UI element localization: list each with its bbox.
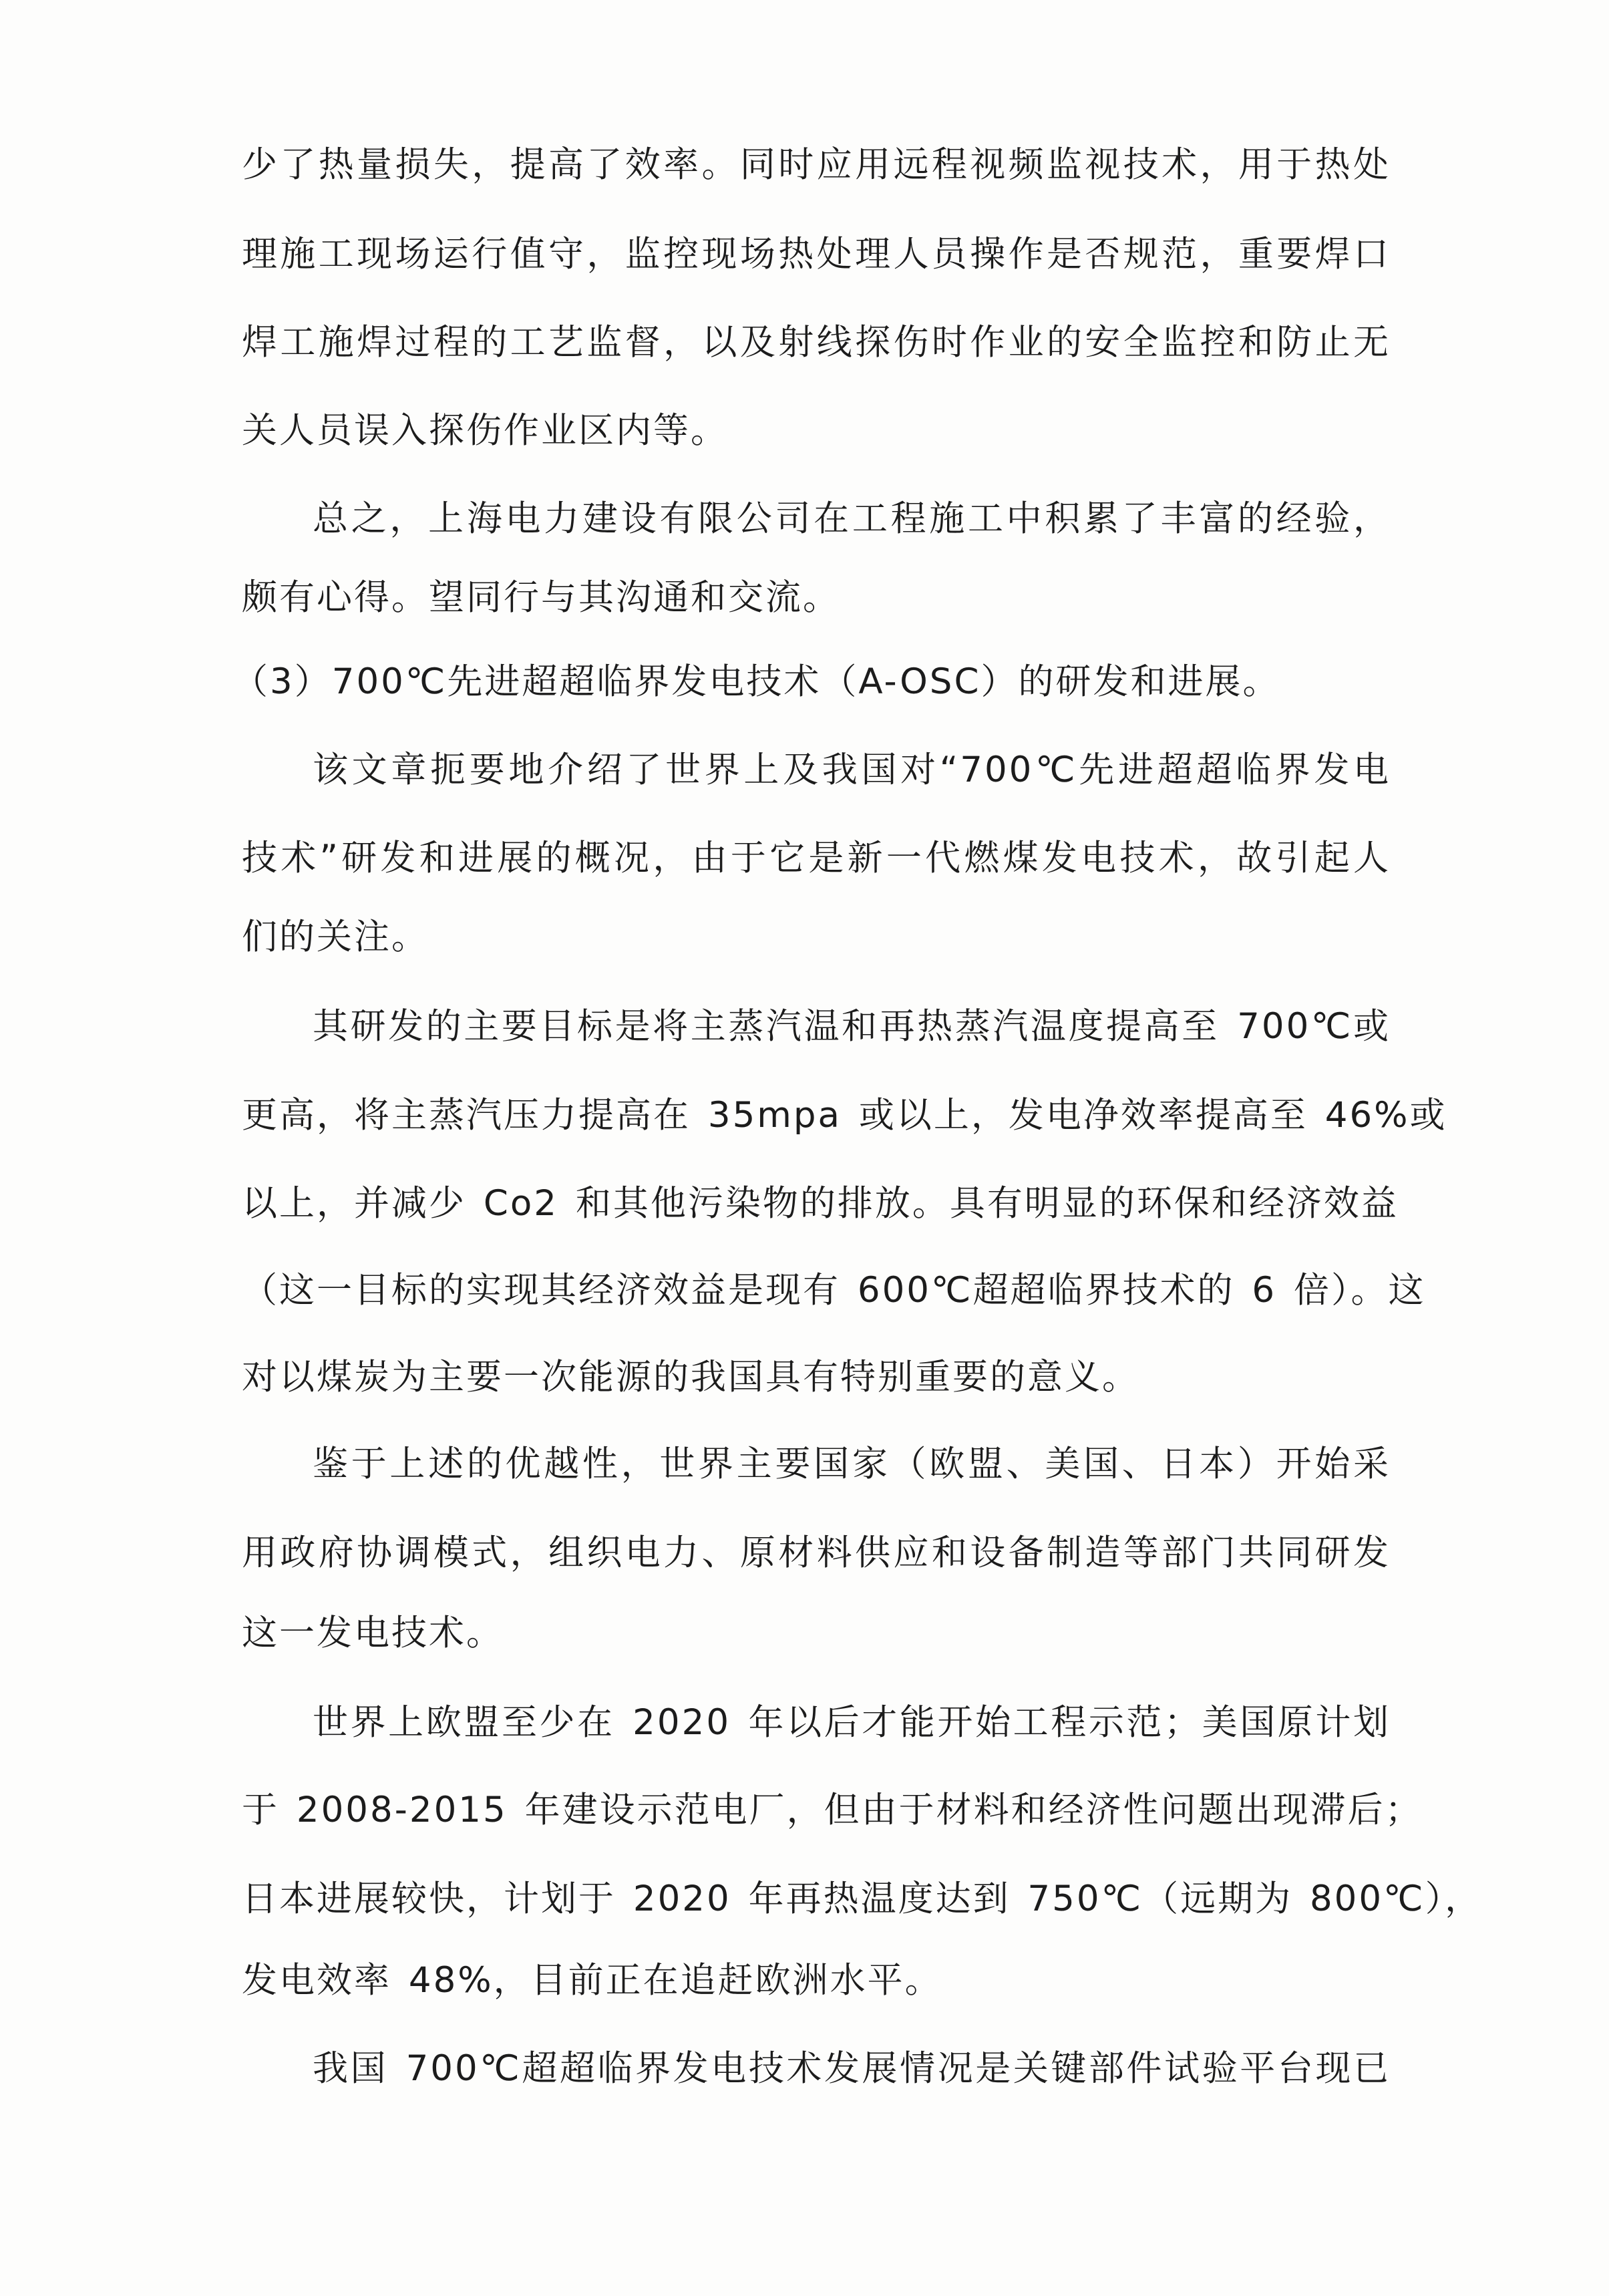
paragraph-4-line-1: 该文章扼要地介绍了世界上及我国对“700℃先进超超临界发电 [313, 750, 1391, 790]
paragraph-1-line-2: 理施工现场运行值守，监控现场热处理人员操作是否规范，重要焊口 [242, 234, 1391, 275]
paragraph-6-line-1: 鉴于上述的优越性，世界主要国家（欧盟、美国、日本）开始采 [313, 1444, 1391, 1484]
paragraph-2-line-2: 颇有心得。望同行与其沟通和交流。 [242, 577, 840, 618]
paragraph-1-line-4: 关人员误入探伤作业区内等。 [242, 410, 728, 451]
paragraph-7-line-4: 发电效率 48%，目前正在追赶欧洲水平。 [242, 1960, 942, 2001]
paragraph-7-line-3: 日本进展较快，计划于 2020 年再热温度达到 750℃（远期为 800℃）， [242, 1878, 1483, 1919]
paragraph-5-line-2: 更高，将主蒸汽压力提高在 35mpa 或以上，发电净效率提高至 46%或 [242, 1095, 1447, 1136]
paragraph-2-line-1: 总之，上海电力建设有限公司在工程施工中积累了丰富的经验， [313, 498, 1391, 539]
paragraph-7-line-2: 于 2008-2015 年建设示范电厂，但由于材料和经济性问题出现滞后； [242, 1790, 1423, 1830]
paragraph-5-line-1: 其研发的主要目标是将主蒸汽温和再热蒸汽温度提高至 700℃或 [313, 1006, 1391, 1047]
paragraph-6-line-3: 这一发电技术。 [242, 1613, 504, 1653]
paragraph-5-line-5: 对以煤炭为主要一次能源的我国具有特别重要的意义。 [242, 1357, 1139, 1398]
paragraph-1-line-1: 少了热量损失，提高了效率。同时应用远程视频监视技术，用于热处 [242, 144, 1391, 185]
paragraph-5-line-3: 以上，并减少 Co2 和其他污染物的排放。具有明显的环保和经济效益 [242, 1183, 1399, 1224]
paragraph-4-line-3: 们的关注。 [242, 917, 429, 957]
paragraph-7-line-1: 世界上欧盟至少在 2020 年以后才能开始工程示范；美国原计划 [313, 1702, 1391, 1743]
paragraph-5-line-4: （这一目标的实现其经济效益是现有 600℃超超临界技术的 6 倍）。这 [242, 1270, 1426, 1311]
section-heading: （3）700℃先进超超临界发电技术（A-OSC）的研发和进展。 [232, 661, 1280, 702]
paragraph-6-line-2: 用政府协调模式，组织电力、原材料供应和设备制造等部门共同研发 [242, 1532, 1391, 1573]
paragraph-8-line-1: 我国 700℃超超临界发电技术发展情况是关键部件试验平台现已 [313, 2048, 1391, 2089]
paragraph-1-line-3: 焊工施焊过程的工艺监督，以及射线探伤时作业的安全监控和防止无 [242, 322, 1391, 363]
paragraph-4-line-2: 技术”研发和进展的概况，由于它是新一代燃煤发电技术，故引起人 [242, 838, 1391, 878]
